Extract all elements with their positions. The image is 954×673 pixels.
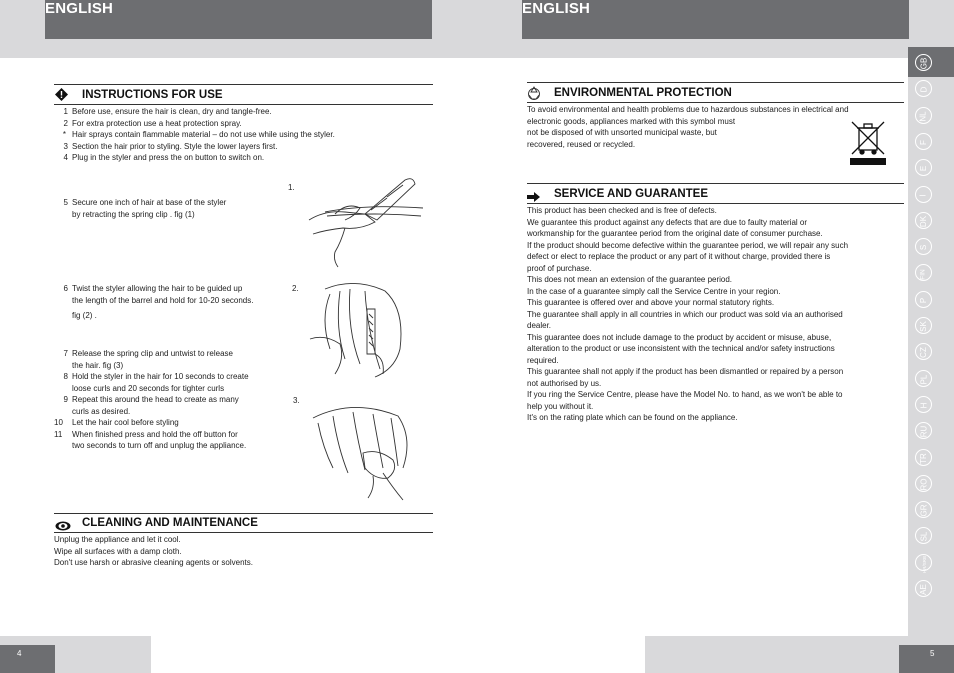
language-tab-dk[interactable]: DK	[915, 212, 932, 229]
right-header-title: ENGLISH	[522, 0, 591, 17]
cleaning-text: Unplug the appliance and let it cool. Wipe all surfaces with a damp cloth. Don't use harsh or abrasive cleaning agents or solvents.	[54, 535, 253, 567]
weee-bin-icon	[849, 120, 887, 166]
step-text: For extra protection use a heat protection spray.	[72, 118, 242, 128]
step-text: Before use, ensure the hair is clean, dry and tangle-free.	[72, 107, 272, 116]
step-text: Section the hair prior to styling. Style the lower layers first.	[72, 141, 278, 151]
language-sidebar	[908, 47, 954, 636]
language-tab-gr[interactable]: GR	[915, 501, 932, 518]
left-header-title: ENGLISH	[45, 0, 114, 17]
language-tab-nl[interactable]: NL	[915, 107, 932, 124]
figure-3-illustration	[303, 398, 415, 504]
left-header	[45, 0, 432, 39]
language-tab-e[interactable]: E	[915, 159, 932, 176]
language-tab-ro[interactable]: RO	[915, 475, 932, 492]
fig-label-3: 3.	[293, 396, 300, 405]
cleaning-heading: CLEANING AND MAINTENANCE	[82, 517, 258, 529]
step-text: Hair sprays contain flammable material – do not use while using the styler.	[72, 130, 335, 139]
language-tab-ru[interactable]: RU	[915, 422, 932, 439]
service-rule-bottom	[527, 203, 904, 204]
environment-rule-top	[527, 82, 904, 83]
right-header	[522, 0, 909, 39]
step-5: 5 Secure one inch of hair at base of the styler by retracting the spring clip . fig (1)	[63, 198, 227, 219]
cleaning-rule-bottom	[54, 532, 433, 533]
step-text: Plug in the styler and press the on button to switch on.	[72, 153, 265, 162]
language-tab-sk[interactable]: SK	[915, 317, 932, 334]
language-tab-f[interactable]: F	[915, 133, 932, 150]
page-number-right: 5	[930, 649, 935, 658]
service-text: This product has been checked and is free of defects. We guarantee this product against any defects that are due to faulty material or workmanship for the guarantee period from the original date of consumer purchase. If the product should become defective within the guarantee period, we will repair any such defect or elect to replace the product or any part of it without charge, provided there is proof of purchase. This does not mean an extension of the guarantee period. In the case of a guarantee simply call the Service Centre in your region. This guarantee is offered over and above your normal statutory rights. The guarantee shall apply in all countries in which our product was sold via an authorised dealer. This guarantee does not include damage to the product by accident or misuse, abuse, alteration to the product or use inconsistent with the technical and/or safety instructions required. This guarantee shall not apply if the product has been dismantled or repaired by a person not authorised by us. If you ring the Service Centre, please have the Model No. to hand, as we won't be able to help you without it. It's on the rating plate which can be found on the appliance.	[527, 206, 849, 422]
language-tab-fin[interactable]: FIN	[915, 264, 932, 281]
language-tab-tr[interactable]: TR	[915, 449, 932, 466]
warning-icon	[55, 88, 68, 101]
language-tab-cz[interactable]: CZ	[915, 343, 932, 360]
language-tab-sl[interactable]: SL	[915, 527, 932, 544]
language-tab-h[interactable]: H	[915, 396, 932, 413]
instructions-heading: INSTRUCTIONS FOR USE	[82, 89, 223, 101]
environment-rule-bottom	[527, 102, 904, 103]
language-tab-i[interactable]: I	[915, 186, 932, 203]
page-number-left: 4	[17, 649, 22, 658]
steps-top-list: 1 Before use, ensure the hair is clean, dry and tangle-free. 2 For extra protection use a heat protection spray. * Hair sprays contain flammable material – do not use while using the styler. 3 Section the hair prior to styling. Style the lower layers first. 4 Plug in the styler and press the on button to switch on.	[62, 107, 335, 162]
instructions-rule-top	[54, 84, 433, 85]
cleaning-rule-top	[54, 513, 433, 514]
recycle-icon	[527, 86, 541, 100]
figure-1-illustration	[305, 172, 425, 269]
figure-2-illustration	[305, 279, 420, 380]
service-rule-top	[527, 183, 904, 184]
language-tab-d[interactable]: D	[915, 80, 932, 97]
language-tab-hr-srb[interactable]: HR/SRB	[915, 554, 932, 571]
page-number-right-box	[899, 645, 954, 673]
eye-icon	[55, 518, 71, 528]
environment-heading: ENVIRONMENTAL PROTECTION	[554, 87, 732, 99]
language-tab-pl[interactable]: PL	[915, 370, 932, 387]
steps-bottom-list: 7 Release the spring clip and untwist to release the hair. fig (3) 8 Hold the styler in the hair for 10 seconds to create loose curls and 20 seconds for tighter curls 9 Repeat this around the head to create as many curls as desired. 10 Let the hair cool before styling 11 When finished press and hold the off button for two seconds to turn off and unplug the appliance.	[54, 349, 249, 450]
language-tab-s[interactable]: S	[915, 238, 932, 255]
fig-label-1: 1.	[288, 183, 295, 192]
environment-text: To avoid environmental and health problems due to hazardous substances in electrical and electronic goods, appliances marked with this symbol must not be disposed of with unsorted municipal waste, but recovered, reused or recycled.	[527, 105, 849, 149]
step-6: 6 Twist the styler allowing the hair to be guided up the length of the barrel and hold for 10-20 seconds. fig (2) .	[63, 284, 254, 320]
language-tab-gb[interactable]: GB	[915, 54, 932, 71]
page-number-left-box	[0, 645, 55, 673]
arrow-right-icon	[527, 189, 540, 199]
fig-label-2: 2.	[292, 284, 299, 293]
instructions-rule-bottom	[54, 104, 433, 105]
service-heading: SERVICE AND GUARANTEE	[554, 188, 708, 200]
language-tab-p[interactable]: P	[915, 291, 932, 308]
language-tab-ae[interactable]: AE	[915, 580, 932, 597]
